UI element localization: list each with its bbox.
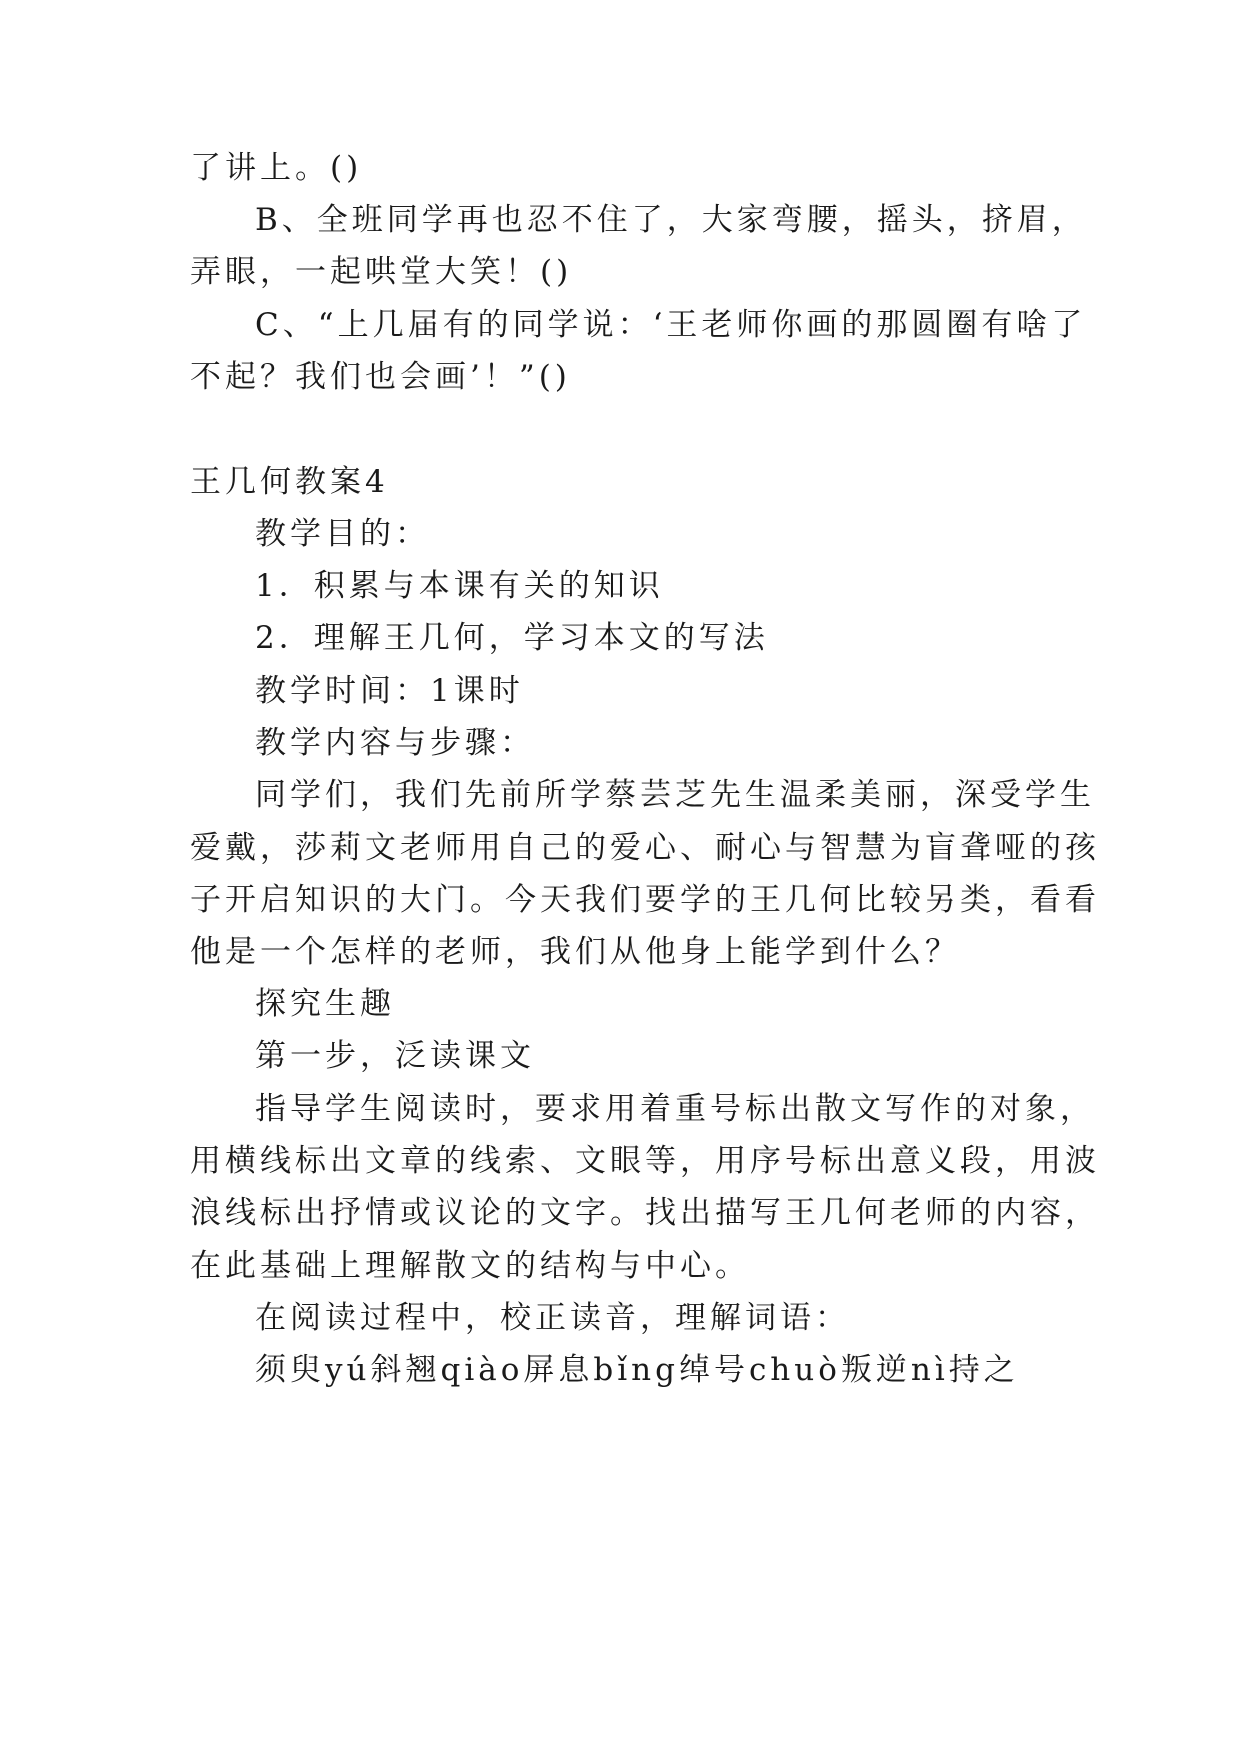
paragraph-line: 用横线标出文章的线索、文眼等，用序号标出意义段，用波 [190,1143,1100,1179]
teaching-time: 教学时间：1课时 [255,673,524,709]
paragraph-line: 指导学生阅读时，要求用着重号标出散文写作的对象， [255,1091,1095,1127]
paragraph-line: 子开启知识的大门。今天我们要学的王几何比较另类，看看 [190,882,1100,918]
teaching-content-heading: 教学内容与步骤： [255,725,535,761]
option-b-line-1: B、全班同学再也忍不住了，大家弯腰，摇头，挤眉， [255,202,1087,238]
step-heading: 第一步，泛读课文 [255,1038,535,1074]
paragraph-line: 在此基础上理解散文的结构与中心。 [190,1248,750,1284]
text-line: 了讲上。() [190,150,363,186]
teaching-goal-1: 1．积累与本课有关的知识 [255,568,664,604]
paragraph-line: 在阅读过程中，校正读音，理解词语： [255,1300,850,1336]
paragraph-line: 爱戴，莎莉文老师用自己的爱心、耐心与智慧为盲聋哑的孩 [190,830,1100,866]
paragraph-line: 同学们，我们先前所学蔡芸芝先生温柔美丽，深受学生 [255,777,1095,813]
option-b-line-2: 弄眼，一起哄堂大笑！() [190,254,573,290]
teaching-goal-2: 2．理解王几何，学习本文的写法 [255,620,769,656]
vocabulary-line: 须臾yú斜翘qiào屏息bǐng绰号chuò叛逆nì持之 [255,1352,1019,1388]
subheading: 探究生趣 [255,986,395,1022]
option-c-line-2: 不起？我们也会画’！”() [190,359,571,395]
paragraph-line: 他是一个怎样的老师，我们从他身上能学到什么？ [190,934,960,970]
section-title: 王几何教案4 [190,464,389,500]
paragraph-line: 浪线标出抒情或议论的文字。找出描写王几何老师的内容， [190,1195,1100,1231]
teaching-goal-heading: 教学目的： [255,516,430,552]
option-c-line-1: C、“上几届有的同学说：‘王老师你画的那圆圈有啥了 [255,307,1087,343]
